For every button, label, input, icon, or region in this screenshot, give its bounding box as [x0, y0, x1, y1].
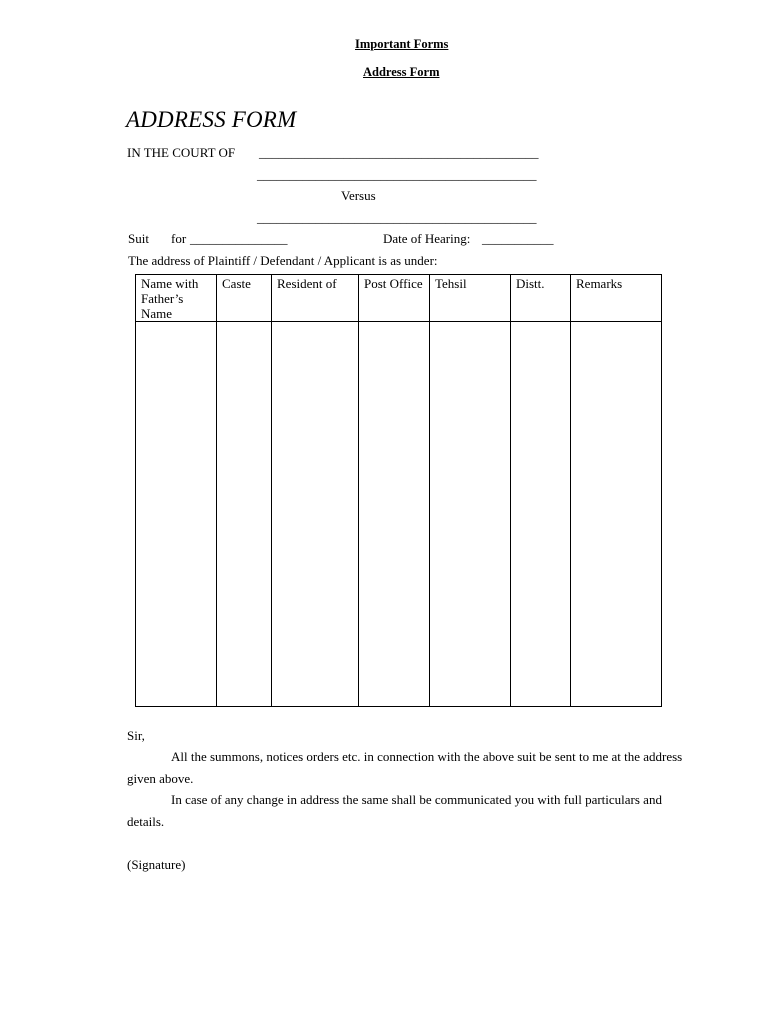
cell-caste[interactable]	[217, 322, 272, 707]
header-important-forms: Important Forms	[355, 37, 449, 51]
cell-post-office[interactable]	[359, 322, 430, 707]
col-header-tehsil: Tehsil	[430, 275, 511, 322]
header-address-form: Address Form	[363, 65, 440, 79]
court-blank-2: ___________________________________________	[257, 167, 537, 182]
court-blank-3: ___________________________________________	[257, 210, 537, 225]
court-blank-1: ___________________________________________	[259, 145, 539, 160]
col-header-resident: Resident of	[272, 275, 359, 322]
hearing-label: Date of Hearing:	[383, 231, 471, 246]
intro-text: The address of Plaintiff / Defendant / Applicant is as under:	[128, 253, 438, 268]
hearing-blank: ___________	[482, 231, 554, 246]
salutation: Sir,	[127, 728, 145, 743]
suit-blank: _______________	[190, 231, 288, 246]
cell-remarks[interactable]	[571, 322, 662, 707]
col-header-post-office: Post Office	[359, 275, 430, 322]
cell-resident[interactable]	[272, 322, 359, 707]
suit-label: Suit	[128, 231, 149, 246]
col-header-caste: Caste	[217, 275, 272, 322]
cell-tehsil[interactable]	[430, 322, 511, 707]
suit-for-label: for	[171, 231, 187, 246]
col-header-remarks: Remarks	[571, 275, 662, 322]
signature-label: (Signature)	[127, 857, 186, 872]
versus-label: Versus	[341, 188, 376, 203]
cell-distt[interactable]	[511, 322, 571, 707]
court-label: IN THE COURT OF	[127, 145, 236, 160]
form-title: ADDRESS FORM	[126, 107, 297, 132]
letter-paragraph-2: In case of any change in address the same shall be communicated you with full particulars and details.	[127, 792, 662, 829]
col-header-name: Name with Father’s Name	[136, 275, 217, 322]
table-row	[136, 322, 662, 707]
cell-name[interactable]	[136, 322, 217, 707]
letter-paragraph-1: All the summons, notices orders etc. in connection with the above suit be sent to me at the address given above.	[127, 749, 683, 786]
table-header-row	[136, 275, 662, 322]
address-table	[135, 274, 662, 707]
col-header-distt: Distt.	[511, 275, 571, 322]
